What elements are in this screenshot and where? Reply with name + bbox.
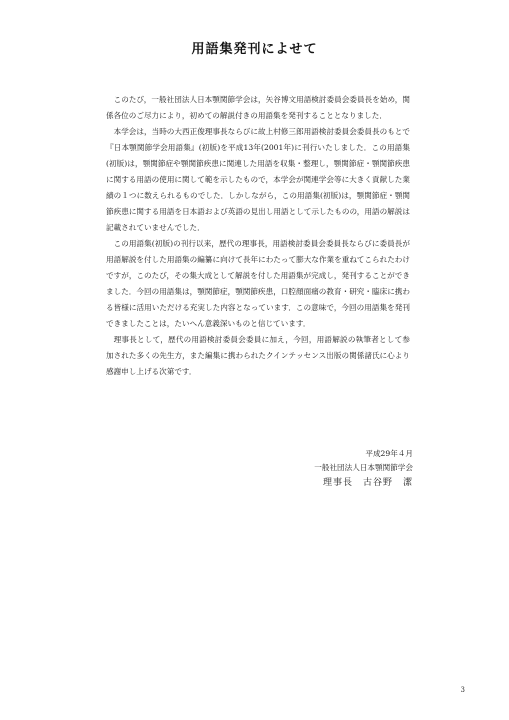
paragraph-3: この用語集(初版)の刊行以来，歴代の理事長，用語検討委員会委員長ならびに委員長が用語解説を付した用語集の編纂に向けて長年にわたって膨大な作業を重ねてこられたわけですが，このたび，その集大成として解説を付した用語集が完成し，発刊することができました．今回の用語集は，顎関節症，顎関節疾患，口腔顔面痛の教育・研究・臨床に携わる皆様に活用いただける充実した内容となっています．この意味で，今回の用語集を発刊できましたことは，たいへん意義深いものと信じています． <box>106 239 410 328</box>
paragraph-2: 本学会は，当時の大西正俊理事長ならびに故上村修三郎用語検討委員会委員長のもとで『日本顎関節学会用語集』(初版)を平成13年(2001年)に刊行いたしました．この用語集(初版)は，顎関節症や顎関節疾患に関連した用語を収集・整理し，顎関節症・顎関節疾患に関する用語の使用に関して範を示したもので，本学会が関連学会等に大きく貢献した業績の１つに数えられるものでした．しかしながら，この用語集(初版)は，顎関節症・顎関節疾患に関する用語を日本語および英語の見出し用語として示したものの，用語の解説は記載されていませんでした． <box>106 127 410 232</box>
preface-body <box>106 92 410 380</box>
page-title: 用語集発刊によせて <box>191 42 318 57</box>
paragraph-4: 理事長として，歴代の用語検討委員会委員に加え，今回，用語解説の執筆者として参加された多くの先生方，また編集に携わられたクインテッセンス出版の関係諸氏に心より感謝申し上げる次第です． <box>106 335 410 376</box>
closing-date: 平成29年４月 <box>365 449 413 458</box>
closing-organization: 一般社団法人日本顎関節学会 <box>314 463 413 472</box>
page-number: 3 <box>460 686 465 694</box>
paragraph-1: このたび，一般社団法人日本顎関節学会は，矢谷博文用語検討委員会委員長を始め，関係各位のご尽力により，初めての解説付きの用語集を発刊することとなりました． <box>106 95 410 120</box>
closing-signature-block <box>314 447 413 492</box>
closing-signer: 理事長 古谷野 潔 <box>322 478 413 488</box>
